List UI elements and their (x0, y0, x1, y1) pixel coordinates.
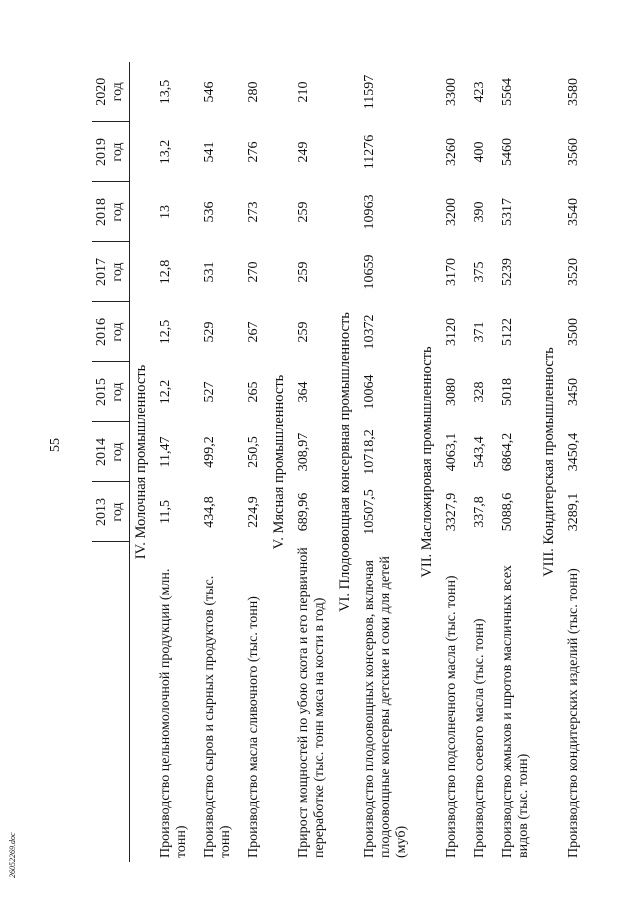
year-header (92, 182, 130, 242)
table-cell: 499,2 (202, 436, 218, 468)
year-header-text: 2018 год (94, 198, 126, 226)
table-cell: 224,9 (246, 496, 262, 528)
table-cell: 308,97 (296, 432, 311, 472)
table-cell: 270 (246, 261, 262, 283)
table-cell: 337,8 (471, 496, 487, 528)
table-cell: 265 (246, 381, 262, 403)
page-number: 55 (48, 438, 63, 452)
table-cell: 400 (471, 141, 487, 163)
section-title: VII. Масложировая промышленность (419, 346, 436, 578)
row-label: Производство жмыхов и шротов масличных всех видов (тыс. тонн) (500, 565, 532, 858)
table-cell: 267 (246, 321, 262, 343)
row-label: Производство цельномолочной продукции (млн. тонн) (157, 568, 189, 858)
table-cell: 527 (202, 381, 218, 403)
row-label: Производство подсолнечного масла (тыс. тонн) (443, 575, 459, 858)
table-cell: 3120 (443, 318, 459, 346)
year-header (92, 422, 130, 482)
section-title: VIII. Кондитерская промышленность (541, 347, 558, 577)
table-cell: 3300 (443, 78, 459, 106)
table-cell: 3080 (443, 378, 459, 406)
section-row (416, 62, 438, 862)
table-cell: 12,5 (157, 319, 173, 345)
table-cell: 10659 (361, 254, 377, 290)
table-cell: 3500 (565, 318, 581, 346)
table-cell: 273 (246, 201, 262, 223)
table-cell: 11597 (361, 74, 377, 110)
section-title: IV. Молочная промышленность (133, 364, 150, 560)
table-cell: 434,8 (202, 496, 218, 528)
table-cell: 3289,1 (565, 492, 581, 532)
table-cell: 5088,6 (500, 492, 515, 532)
table-row (240, 62, 268, 862)
year-header-row (92, 62, 130, 862)
section-row (130, 62, 152, 862)
table-cell: 536 (202, 201, 218, 223)
table-cell: 3170 (443, 258, 459, 286)
table-cell: 250,5 (246, 436, 262, 468)
year-header-text: 2016 год (94, 318, 126, 346)
table-cell: 371 (471, 321, 487, 343)
year-header (92, 122, 130, 182)
table-cell: 3450 (565, 378, 581, 406)
year-header-text: 2020 год (94, 77, 126, 106)
table-cell: 5122 (500, 318, 515, 346)
document-code: 26052269.doc (8, 832, 17, 878)
table-cell: 10507,5 (361, 489, 377, 535)
year-header (92, 62, 130, 122)
table-cell: 10718,2 (361, 429, 377, 475)
table-cell: 3520 (565, 258, 581, 286)
year-header-text: 2013 год (94, 498, 126, 526)
table-row (560, 62, 588, 862)
table-cell: 390 (471, 201, 487, 223)
table-cell: 5564 (500, 78, 515, 106)
row-label: Прирост мощностей по убою скота и его первичной переработке (тыс. тонн мяса на кости в год) (296, 547, 328, 858)
table-cell: 546 (202, 81, 218, 103)
table-row (438, 62, 466, 862)
table-cell: 249 (296, 141, 311, 163)
table-cell: 259 (296, 261, 311, 283)
table-cell: 328 (471, 381, 487, 403)
production-indicators-table (92, 62, 588, 862)
table-cell: 3450,4 (565, 432, 581, 472)
section-row (268, 62, 290, 862)
table-cell: 4063,1 (443, 432, 459, 472)
table-cell: 541 (202, 141, 218, 163)
rotated-table-sheet (92, 62, 602, 862)
year-header-text: 2019 год (94, 138, 126, 166)
year-header-text: 2014 год (94, 438, 126, 466)
table-cell: 11,47 (157, 436, 173, 468)
table-row (466, 62, 494, 862)
table-cell: 3580 (565, 78, 581, 106)
table-cell: 12,2 (157, 379, 173, 405)
table-cell: 259 (296, 321, 311, 343)
table-cell: 689,96 (296, 492, 311, 532)
row-label: Производство соевого масла (тыс. тонн) (471, 618, 487, 858)
table-cell: 375 (471, 261, 487, 283)
table-cell: 5018 (500, 378, 515, 406)
row-label: Производство масла сливочного (тыс. тонн) (246, 596, 262, 858)
table-cell: 13 (157, 205, 173, 219)
table-cell: 10372 (361, 314, 377, 350)
row-label: Производство кондитерских изделий (тыс. тонн) (565, 568, 581, 858)
table-cell: 3540 (565, 198, 581, 226)
section-title: VI. Плодоовощная консервная промышленность (337, 312, 354, 612)
table-cell: 259 (296, 201, 311, 223)
year-header (92, 362, 130, 422)
table-row (152, 62, 196, 862)
table-cell: 12,8 (157, 259, 173, 285)
header-label-cell (92, 542, 130, 862)
section-row (538, 62, 560, 862)
table-cell: 3260 (443, 138, 459, 166)
table-cell: 3327,9 (443, 492, 459, 532)
table-cell: 280 (246, 81, 262, 103)
table-cell: 3200 (443, 198, 459, 226)
table-cell: 10963 (361, 194, 377, 230)
row-label: Производство плодоовощных консервов, включая плодоовощные консервы детские и соки для детей (муб) (361, 556, 410, 858)
table-row (290, 62, 334, 862)
year-header-text: 2017 год (94, 258, 126, 286)
year-header (92, 482, 130, 542)
table-cell: 11276 (361, 134, 377, 170)
table-row (196, 62, 240, 862)
table-cell: 10064 (361, 374, 377, 410)
section-title: V. Мясная промышленность (271, 374, 288, 550)
section-row (334, 62, 356, 862)
table-cell: 531 (202, 261, 218, 283)
table-row (356, 62, 416, 862)
table-cell: 13,2 (157, 139, 173, 165)
table-cell: 364 (296, 381, 311, 403)
table-cell: 3560 (565, 138, 581, 166)
table-cell: 11,5 (157, 500, 173, 524)
table-cell: 6864,2 (500, 432, 515, 472)
table-cell: 13,5 (157, 79, 173, 105)
table-cell: 5460 (500, 138, 515, 166)
table-cell: 529 (202, 321, 218, 343)
table-cell: 543,4 (471, 436, 487, 468)
table-cell: 423 (471, 81, 487, 103)
table-cell: 210 (296, 81, 311, 103)
row-label: Производство сыров и сырных продуктов (тыс. тонн) (202, 575, 234, 858)
table-cell: 276 (246, 141, 262, 163)
table-row (494, 62, 538, 862)
year-header (92, 242, 130, 302)
year-header-text: 2015 год (94, 378, 126, 406)
table-cell: 5239 (500, 258, 515, 286)
table-cell: 5317 (500, 198, 515, 226)
year-header (92, 302, 130, 362)
